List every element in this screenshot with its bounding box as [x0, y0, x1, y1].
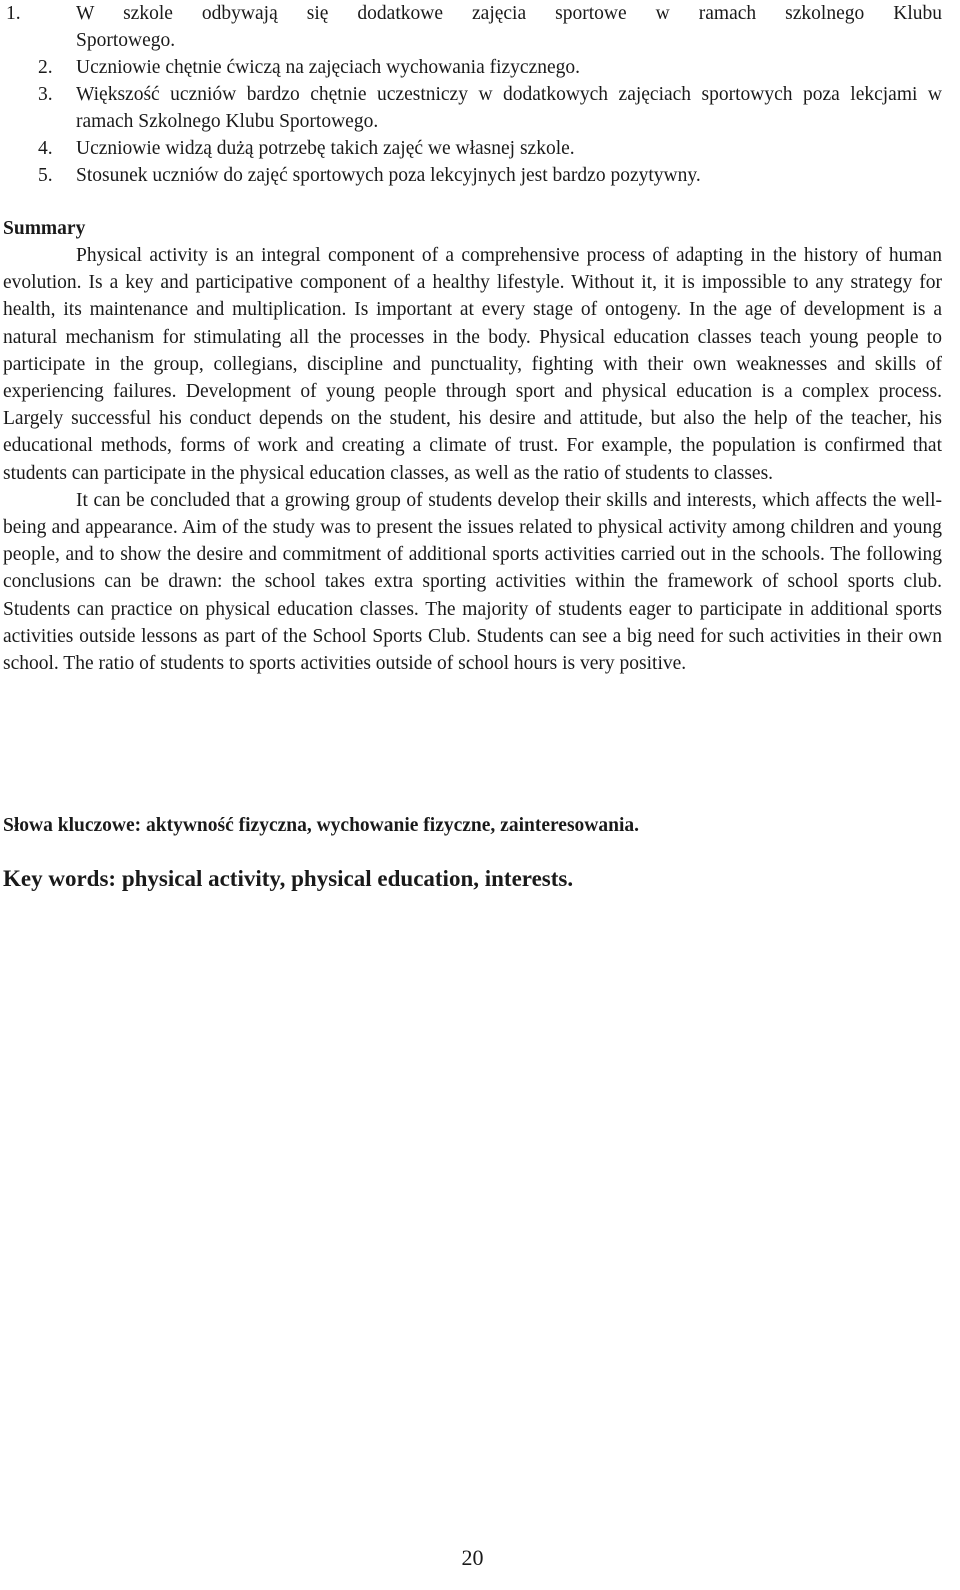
- keywords-english: Key words: physical activity, physical education, interests.: [3, 866, 574, 891]
- summary-paragraph: It can be concluded that a growing group of students develop their skills and interests, which affects the well-being and appearance. Aim of the study was to present the issues related to physical activity among children and young people, and to show the desire and commitment of additional sports activities carried out in the schools. The following conclusions can be drawn: the school takes extra sporting activities within the framework of school sports club. Students can practice on physical education classes. The majority of students eager to participate in additional sports activities outside lessons as part of the School Sports Club. Students can see a big need for such activities in their own school. The ratio of students to sports activities outside of school hours is very positive.: [3, 489, 942, 675]
- list-item-text-continued: Sportowego.: [76, 30, 176, 51]
- list-item: [0, 135, 942, 162]
- summary-heading: Summary: [3, 218, 86, 239]
- list-item-number: 2.: [38, 57, 53, 78]
- list-item: [0, 81, 942, 135]
- list-item-text: Stosunek uczniów do zajęć sportowych poza lekcyjnych jest bardzo pozytywny.: [76, 165, 701, 186]
- summary-body: [3, 242, 942, 677]
- keywords-polish: Słowa kluczowe: aktywność fizyczna, wychowanie fizyczne, zainteresowania.: [3, 815, 640, 836]
- list-item-number: 4.: [38, 138, 53, 159]
- list-item-text: Większość uczniów bardzo chętnie uczestniczy w dodatkowych zajęciach sportowych poza lekcjami w ramach Szkolnego Klubu Sportowego.: [76, 84, 942, 132]
- list-item-number: 3.: [38, 84, 53, 105]
- list-item: [0, 0, 942, 54]
- list-item-number: 1.: [6, 3, 21, 24]
- list-item: [0, 162, 942, 189]
- list-item: [0, 54, 942, 81]
- conclusions-list: [0, 0, 942, 189]
- list-item-number: 5.: [38, 165, 53, 186]
- summary-paragraph: Physical activity is an integral component of a comprehensive process of adapting in the history of human evolution. Is a key and participative component of a healthy lifestyle. Without it, it is impossible to any strategy for health, its maintenance and multiplication. Is important at every stage of ontogeny. In the age of development is a natural mechanism for stimulating all the processes in the body. Physical education classes teach young people to participate in the group, collegians, discipline and punctuality, fighting with their own weaknesses and skills of experiencing failures. Development of young people through sport and physical education is a complex process. Largely successful his conduct depends on the student, his desire and attitude, but also the help of the teacher, his educational methods, forms of work and creating a climate of trust. For example, the population is confirmed that students can participate in the physical education classes, as well as the ratio of students to classes.: [3, 245, 942, 484]
- list-item-text: Uczniowie widzą dużą potrzebę takich zajęć we własnej szkole.: [76, 138, 575, 159]
- list-item-text: Uczniowie chętnie ćwiczą na zajęciach wychowania fizycznego.: [76, 57, 581, 78]
- list-item-text: W szkole odbywają się dodatkowe zajęcia sportowe w ramach szkolnego Klubu: [76, 3, 942, 24]
- page-number: 20: [461, 1545, 484, 1570]
